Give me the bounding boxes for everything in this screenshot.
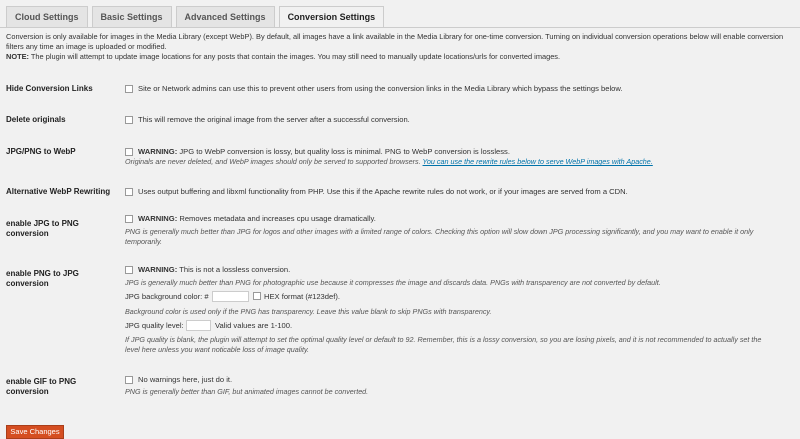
bg-color-input[interactable] — [212, 291, 249, 302]
jpg-png-desc-line2: temporarily. — [125, 237, 163, 246]
hide-links-checkbox[interactable] — [125, 85, 133, 93]
bg-color-swatch — [253, 292, 261, 300]
note-text: The plugin will attempt to update image locations for any posts that contain the images. You may still need to manually update locations/urls for converted images. — [29, 52, 561, 61]
hide-links-label: Hide Conversion Links — [6, 84, 93, 93]
alt-webp-label: Alternative WebP Rewriting — [6, 187, 111, 196]
png-jpg-label-line2: conversion — [6, 279, 49, 288]
png-jpg-label — [6, 269, 116, 289]
png-jpg-label-line1: enable PNG to JPG — [6, 269, 79, 278]
gif-png-label-line2: conversion — [6, 387, 49, 396]
jpg-png-checkbox[interactable] — [125, 215, 133, 223]
delete-originals-label: Delete originals — [6, 115, 66, 124]
intro-text — [6, 32, 796, 62]
jpg-png-body: Removes metadata and increases cpu usage dramatically. — [177, 214, 376, 223]
jpg-png-desc-line1: PNG is generally much better than JPG for logos and other images with a limited range of colors. Checking this option will slow down JPG processing significantly, and you may want to enable it only — [125, 227, 754, 236]
quality-hint: Valid values are 1-100. — [215, 321, 293, 330]
jpg-webp-checkbox[interactable] — [125, 148, 133, 156]
tab-divider — [0, 27, 800, 28]
jpg-webp-text — [138, 147, 510, 157]
jpg-png-label-line1: enable JPG to PNG — [6, 219, 79, 228]
settings-tabs — [6, 6, 388, 27]
bg-color-hint: HEX format (#123def). — [264, 292, 340, 301]
tab-basic-settings[interactable]: Basic Settings — [92, 6, 172, 27]
jpg-webp-warning: WARNING: — [138, 147, 178, 156]
quality-desc-line2: level here unless you want noticable loss of image quality. — [125, 345, 310, 354]
tab-advanced-settings[interactable]: Advanced Settings — [176, 6, 275, 27]
gif-png-text: No warnings here, just do it. — [138, 375, 233, 384]
jpg-png-label-line2: conversion — [6, 229, 49, 238]
intro-line: Conversion is only available for images in the Media Library (except WebP). By default, all images have a link available in the Media Library for one-time conversion. Turning on individual conversion operations below will enable conversion filters any time an image is uploaded or modified. — [6, 32, 784, 51]
save-changes-button[interactable]: Save Changes — [6, 425, 64, 439]
hide-links-text: Site or Network admins can use this to prevent other users from using the conversion links in the Media Library which bypass the settings below. — [138, 84, 623, 93]
gif-png-desc: PNG is generally better than GIF, but animated images cannot be converted. — [125, 387, 369, 396]
quality-label: JPG quality level: — [125, 321, 184, 330]
png-jpg-text — [138, 265, 290, 275]
png-jpg-desc: JPG is generally much better than PNG for photographic use because it compresses the image and discards data. PNGs with transparency are not converted by default. — [125, 278, 661, 287]
jpg-webp-body: JPG to WebP conversion is lossy, but quality loss is minimal. PNG to WebP conversion is lossless. — [177, 147, 510, 156]
tab-conversion-settings[interactable]: Conversion Settings — [279, 6, 385, 28]
quality-desc-line1: If JPG quality is blank, the plugin will attempt to set the optimal quality level or default to 92. Remember, this is a lossy conversion, so you are losing pixels, and it is not recommended to actually set the — [125, 335, 762, 344]
jpg-png-desc — [125, 227, 753, 247]
tab-cloud-settings[interactable]: Cloud Settings — [6, 6, 88, 27]
alt-webp-text: Uses output buffering and libxml functionality from PHP. Use this if the Apache rewrite rules do not work, or if your images are served from a CDN. — [138, 187, 628, 196]
jpg-webp-label: JPG/PNG to WebP — [6, 147, 76, 156]
png-jpg-body: This is not a lossless conversion. — [177, 265, 291, 274]
jpg-png-text — [138, 214, 376, 224]
rewrite-rules-link[interactable]: You can use the rewrite rules below to serve WebP images with Apache. — [422, 157, 653, 166]
jpg-webp-desc — [125, 157, 653, 167]
jpg-png-label — [6, 219, 116, 239]
png-jpg-checkbox[interactable] — [125, 266, 133, 274]
gif-png-label — [6, 377, 116, 397]
delete-originals-text: This will remove the original image from the server after a successful conversion. — [138, 115, 410, 124]
quality-input[interactable] — [186, 320, 211, 331]
alt-webp-checkbox[interactable] — [125, 188, 133, 196]
delete-originals-checkbox[interactable] — [125, 116, 133, 124]
quality-desc — [125, 335, 790, 355]
gif-png-label-line1: enable GIF to PNG — [6, 377, 77, 386]
jpg-webp-desc-text: Originals are never deleted, and WebP images should only be served to supported browsers. — [125, 157, 423, 166]
jpg-png-warning: WARNING: — [138, 214, 178, 223]
png-jpg-warning: WARNING: — [138, 265, 178, 274]
bg-color-label: JPG background color: # — [125, 292, 209, 301]
bg-color-desc: Background color is used only if the PNG has transparency. Leave this value blank to skip PNGs with transparency. — [125, 307, 492, 316]
gif-png-checkbox[interactable] — [125, 376, 133, 384]
note-label: NOTE: — [6, 52, 29, 61]
